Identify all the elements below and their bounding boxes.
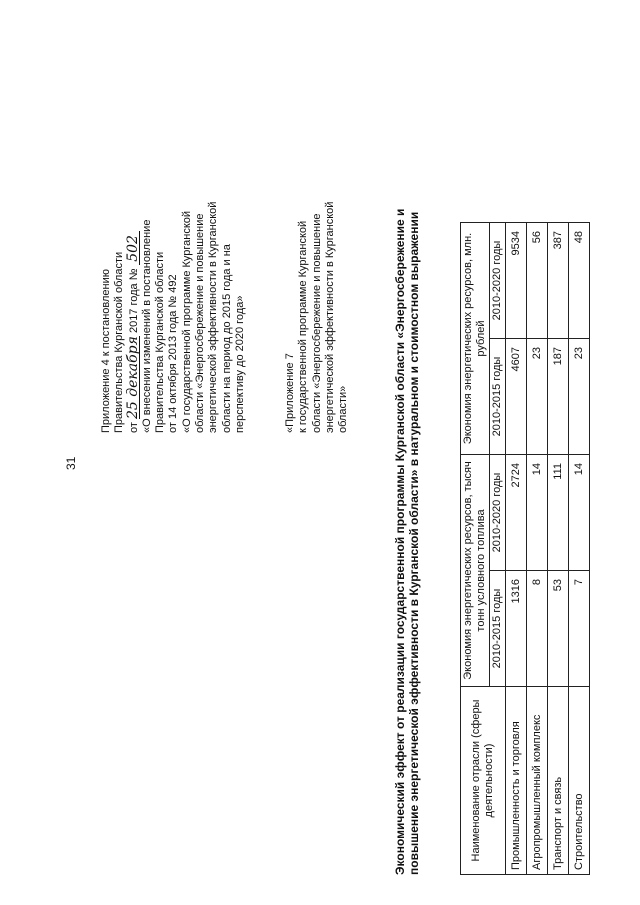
header-industry-name: Наименование отрасли (сферы деятельности) [461, 687, 506, 875]
annex4-government-label: Правительства Курганской области [113, 251, 126, 433]
annex-4-header [100, 63, 247, 433]
fuel-savings-2015: 1316 [506, 571, 527, 687]
annex7-line5: области» [337, 385, 350, 433]
table-row [506, 223, 527, 875]
ruble-savings-2015: 187 [548, 339, 569, 455]
energy-savings-table [460, 222, 590, 875]
annex-7-header [284, 183, 350, 433]
ruble-savings-2020: 48 [569, 223, 590, 339]
annex4-from-label: от [127, 422, 140, 433]
annex4-line4: «О внесении изменений в постановление [140, 219, 153, 433]
fuel-savings-2015: 7 [569, 571, 590, 687]
handwritten-number: 502 [127, 231, 140, 265]
annex4-line11: перспективу до 2020 года» [233, 295, 246, 433]
fuel-savings-2020: 14 [569, 455, 590, 571]
table-row [569, 223, 590, 875]
annex4-line8: области «Энергосбережение и повышение [194, 213, 207, 433]
header-savings-rubles: Экономия энергетических ресурсов, млн. рублей [461, 223, 490, 455]
fuel-savings-2015: 8 [527, 571, 548, 687]
annex7-line4: энергетической эффективности в Курганской [323, 201, 336, 433]
table-row [548, 223, 569, 875]
fuel-savings-2015: 53 [548, 571, 569, 687]
document-title [393, 25, 421, 875]
annex7-line2: к государственной программе Курганской [297, 220, 310, 433]
fuel-savings-2020: 111 [548, 455, 569, 571]
annex4-date-line [124, 63, 141, 433]
header-rubles-period-2015: 2010-2015 годы [490, 339, 506, 455]
annex4-year-label: 2017 года № [127, 268, 140, 334]
annex7-line1: «Приложение 7 [284, 353, 296, 433]
ruble-savings-2020: 56 [527, 223, 548, 339]
handwritten-date: 25 декабря [124, 336, 141, 420]
fuel-savings-2020: 2724 [506, 455, 527, 571]
annex4-line1: Приложение 4 к постановлению [100, 268, 112, 433]
industry-name: Транспорт и связь [548, 687, 569, 875]
ruble-savings-2015: 4607 [506, 339, 527, 455]
industry-name: Строительство [569, 687, 590, 875]
ruble-savings-2015: 23 [569, 339, 590, 455]
industry-name: Промышленность и торговля [506, 687, 527, 875]
header-rubles-period-2020: 2010-2020 годы [490, 223, 506, 339]
annex4-line7: «О государственной программе Курганской [180, 210, 193, 433]
annex4-line6: от 14 октября 2013 года № 492 [167, 274, 180, 433]
header-fuel-period-2020: 2010-2020 годы [490, 455, 506, 571]
industry-name: Агропромышленный комплекс [527, 687, 548, 875]
annex7-line3: области «Энергосбережение и повышение [310, 213, 323, 433]
annex4-line9: энергетической эффективности в Курганской [207, 201, 220, 433]
ruble-savings-2020: 387 [548, 223, 569, 339]
table-row [527, 223, 548, 875]
title-line1: Экономический эффект от реализации государственной программы Курганской области «Энергосбережение и [393, 208, 407, 875]
annex4-line10: области на период до 2015 года и на [220, 244, 233, 433]
fuel-savings-2020: 14 [527, 455, 548, 571]
header-fuel-period-2015: 2010-2015 годы [490, 571, 506, 687]
annex4-line5: Правительства Курганской области [154, 251, 167, 433]
header-savings-fuel: Экономия энергетических ресурсов, тысяч тонн условного топлива [461, 455, 490, 687]
ruble-savings-2015: 23 [527, 339, 548, 455]
page-number: 31 [64, 456, 78, 470]
title-line2: повышение энергетической эффективности в Курганской области» в натуральном и стоимостном выражении [407, 211, 421, 875]
ruble-savings-2020: 9534 [506, 223, 527, 339]
